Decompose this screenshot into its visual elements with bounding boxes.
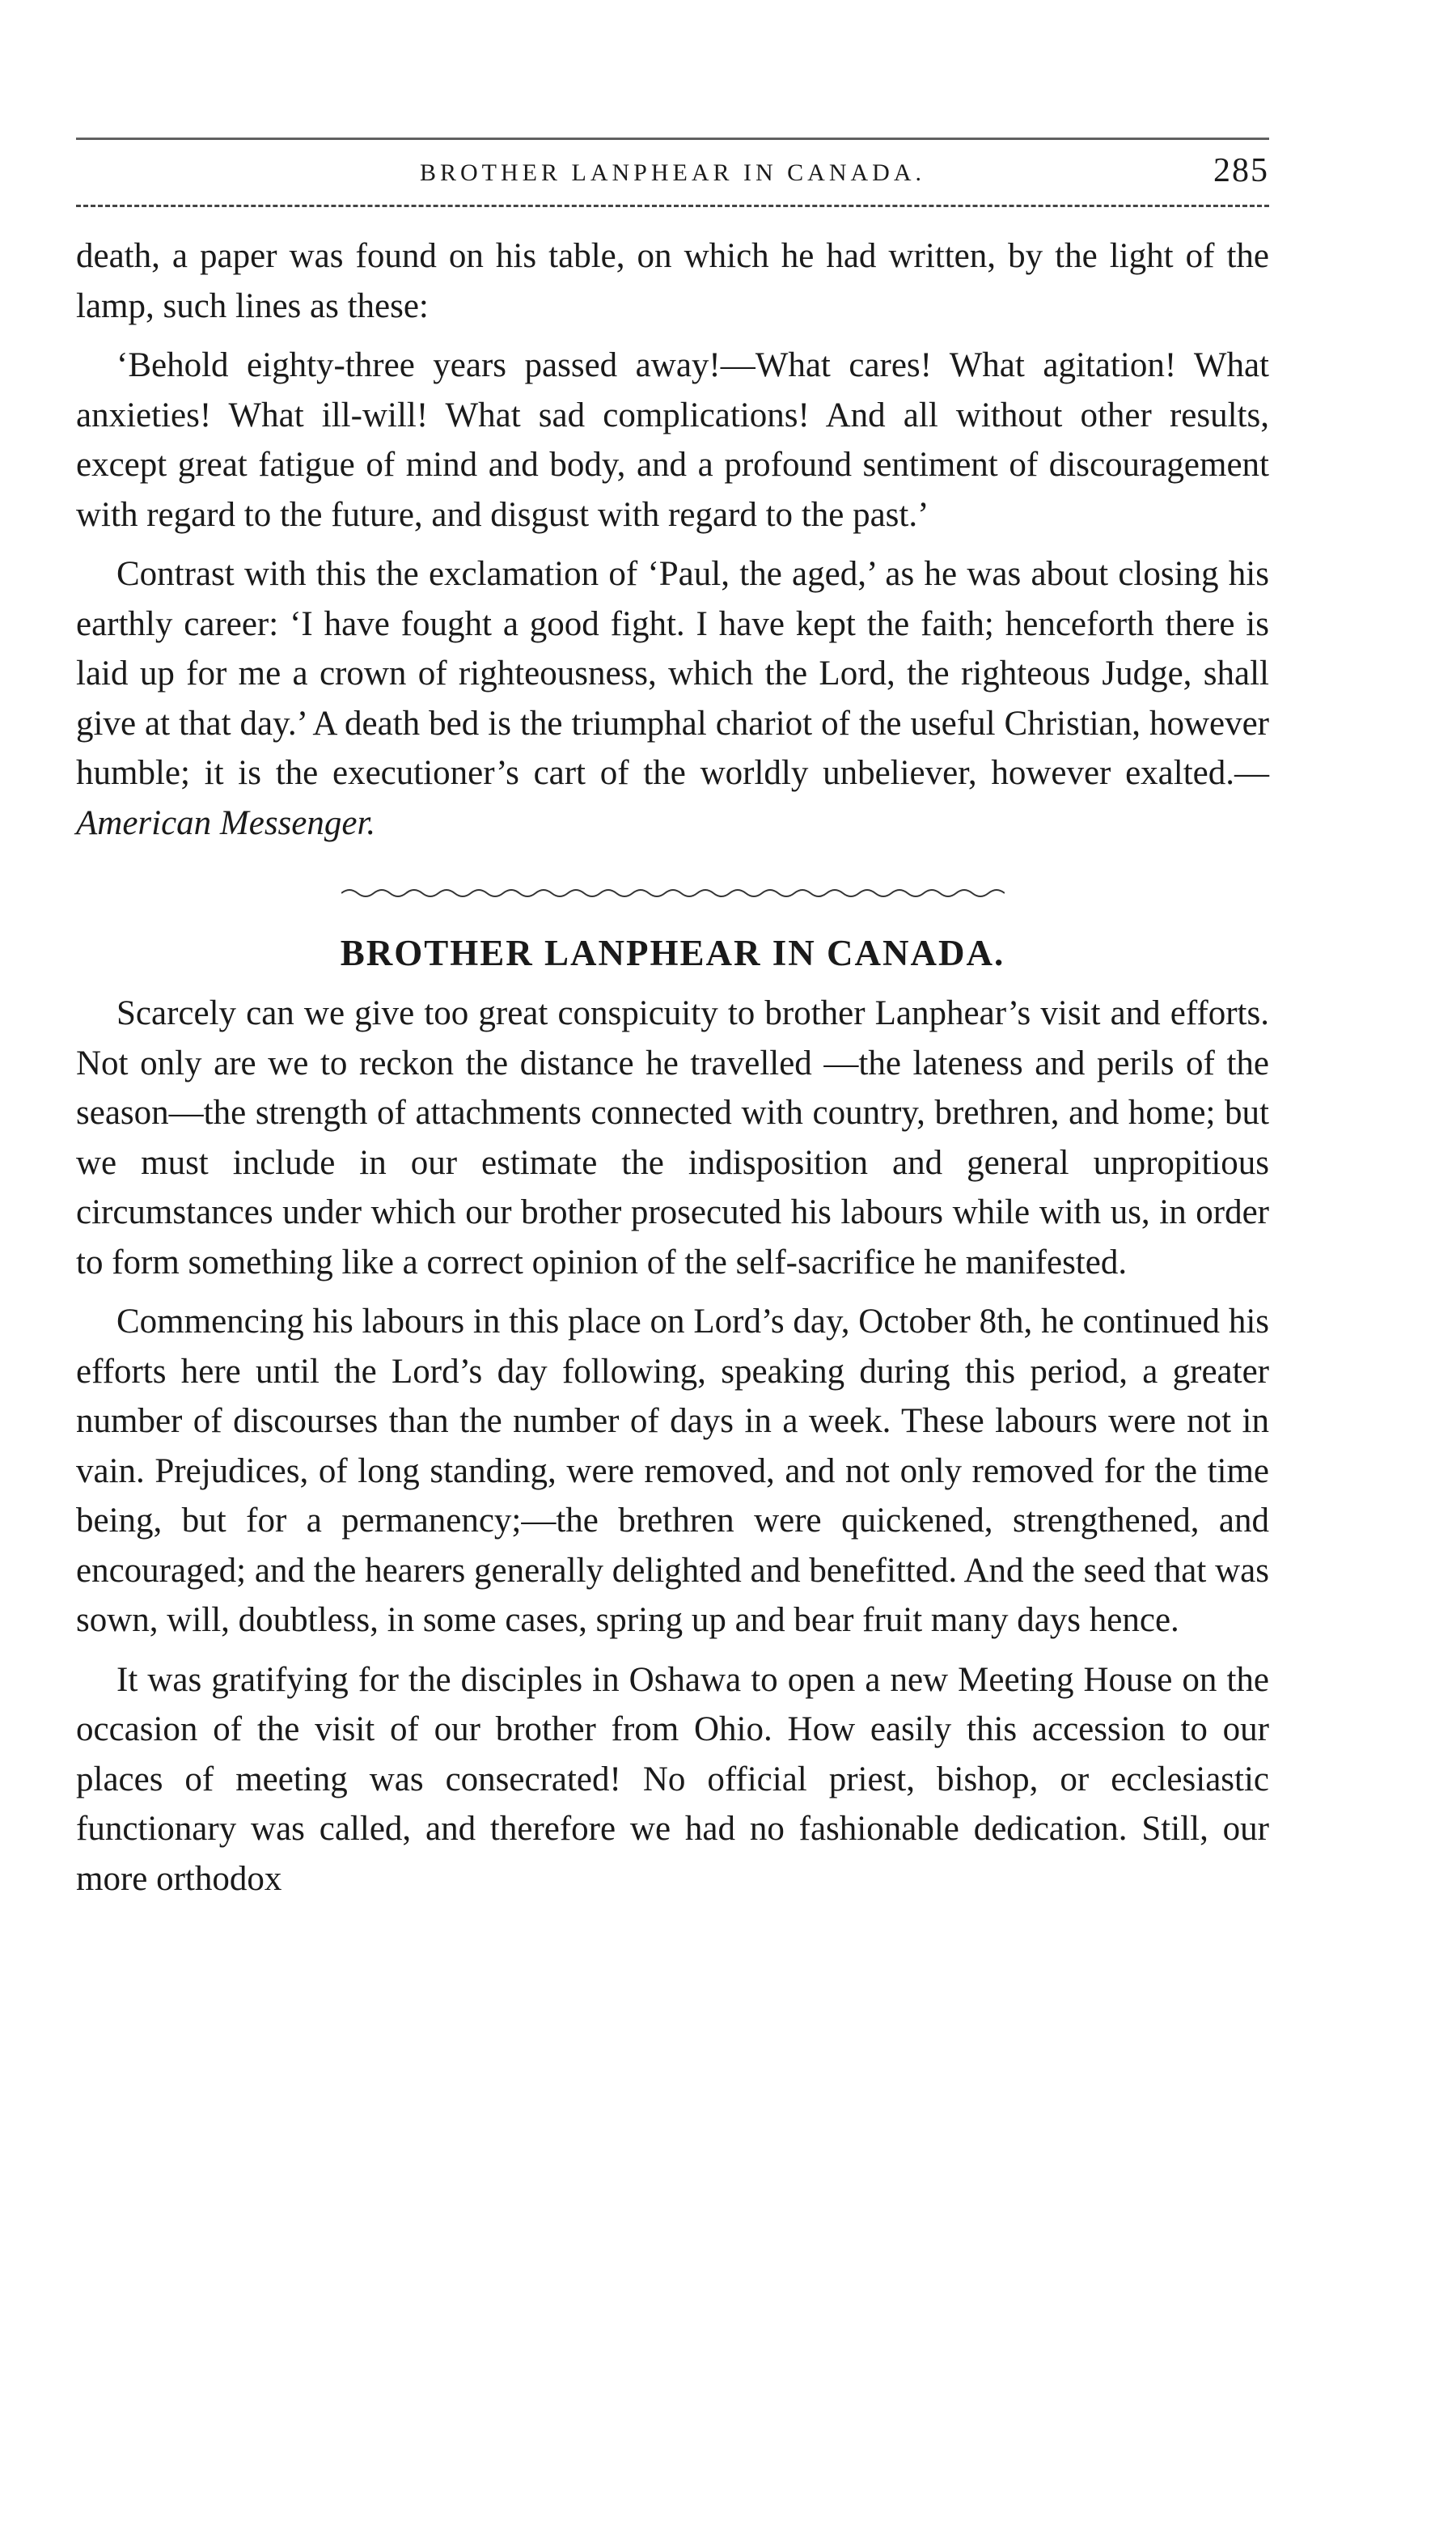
source-attribution: American Messenger. — [76, 803, 376, 842]
running-head — [76, 148, 1269, 205]
book-page — [76, 138, 1269, 1913]
quoted-lines-paragraph: ‘Behold eighty-three years passed away!—What cares! What agitation! What anxieties! What ill-will! What sad complications! And all without other results, except great fatigue of mind and body, and a profound sentiment of discouragement with regard to the future, and disgust with regard to the past.’ — [76, 346, 1269, 534]
wavy-divider-line — [341, 885, 1005, 901]
header-top-rule — [76, 138, 1269, 140]
visit-paragraph: Scarcely can we give too great conspicuity to brother Lanphear’s visit and efforts. Not only are we to reckon the distance he travelled —the lateness and perils of the season—the strength of attachments connected with country, brethren, and home; but we must include in our estimate the indisposition and general unpropitious circumstances under which our brother prosecuted his labours while with us, in order to form something like a correct opinion of the self-sacrifice he manifested. — [76, 994, 1269, 1281]
labours-paragraph: Commencing his labours in this place on Lord’s day, October 8th, he continued his efforts here until the Lord’s day following, speaking during this period, a greater number of discourses than the number of days in a week. These labours were not in vain. Prejudices, of long standing, were removed, and not only removed for the time being, but for a permanency;—the brethren were quickened, strengthened, and encouraged; and the hearers generally delighted and benefitted. And the seed that was sown, will, doubtless, in some cases, spring up and bear fruit many days hence. — [76, 1303, 1269, 1639]
contrast-paragraph — [76, 549, 1269, 848]
running-title: BROTHER LANPHEAR IN CANADA. — [419, 159, 925, 186]
meeting-house-paragraph: It was gratifying for the disciples in Oshawa to open a new Meeting House on the occasion of the visit of our brother from Ohio. How easily this accession to our places of meeting was consecrated! No official priest, bishop, or ecclesiastic functionary was called, and therefore we had no fashionable dedication. Still, our more orthodox — [76, 1660, 1269, 1898]
wavy-divider — [341, 885, 1005, 901]
article-title: BROTHER LANPHEAR IN CANADA. — [340, 933, 1005, 973]
contrast-text: Contrast with this the exclamation of ‘Paul, the aged,’ as he was about closing his earthly career: ‘I have fought a good fight. I have kept the faith; henceforth there is laid up for me a crown of righteousness, which the Lord, the righteous Judge, shall give at that day.’ A death bed is the triumphal chariot of the useful Christian, however humble; it is the executioner’s cart of the worldly unbeliever, however exalted.— — [76, 555, 1269, 792]
page-body — [76, 231, 1269, 1904]
header-bottom-rule — [76, 205, 1269, 207]
page-number: 285 — [1213, 152, 1269, 189]
article-continuation-paragraph: death, a paper was found on his table, on which he had written, by the light of the lamp, such lines as these: — [76, 237, 1269, 325]
